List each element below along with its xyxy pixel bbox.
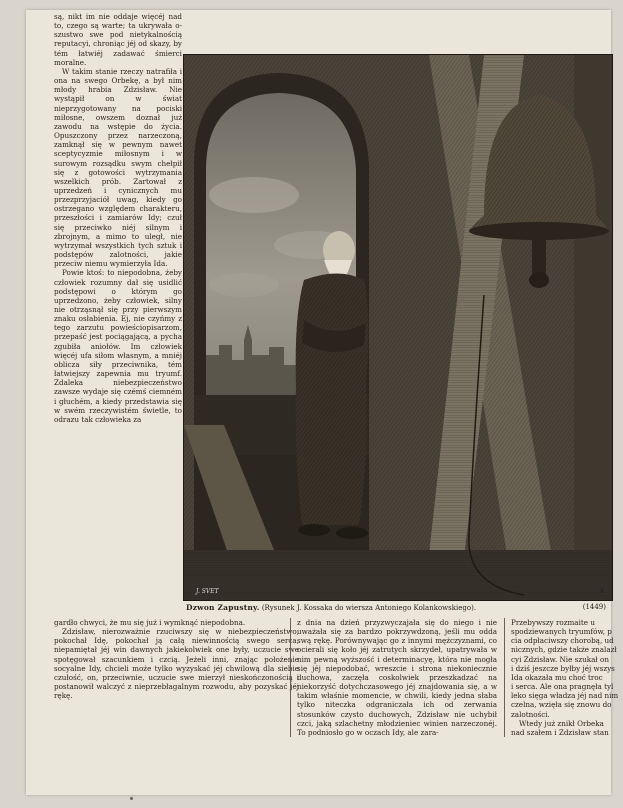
- bottom-line: nad szałem i Zdzisław stan: [511, 727, 609, 737]
- bottom-line: czelna, wzięła się znowu do: [511, 700, 612, 710]
- caption-title: Dzwon Zapustny.: [186, 603, 260, 612]
- bottom-line: i serca. Ale ona pragnęła tyl: [511, 682, 614, 692]
- caption-number: (1449): [582, 603, 606, 611]
- bottom-line: spodziewanych tryumfów, p: [511, 627, 612, 637]
- newspaper-page: [26, 10, 619, 795]
- bottom-paragraph: z dnia na dzień przyzwyczajała się do niego i nie uważała się za bardzo pokrzywdzoną, jeśli mu odda swą rękę. Porównywając go z innymi mężczyznami, co ocierali się koło jéj zatrutych skrzydeł, upatrywała w nim pewną wyższość i determinacyę, która nie mogła się jéj niepodobać, wreszcie i strona niekoniecznie duchowa, zaczęła coskolwiek przeszkadzać na niekorzyść dotychczasowego jéj znajdowania się, a w takim właśnie momencie, w chwili, kiedy jedna słaba tylko niteczka odgraniczała ich od zerwania stosunków czysto duchowych, Zdzisław nie uchybił czci, jaką szlachetny młodzieniec winien narzeczonéj. To podniosło go w oczach Idy, ale zara-: [297, 618, 497, 737]
- illustration-signature-right: K: [600, 588, 605, 595]
- bottom-line: Przebywszy rozmaite u: [511, 618, 595, 627]
- left-text-column: [54, 12, 182, 424]
- left-paragraph: W takim stanie rzeczy natrafiła i ona na swego Orbekę, a był nim młody hrabia Zdzisław. Nie wystąpił on w świat nieprzygotowany na pociski miłosne, owszem doznał już zawodu na wstępie do życia. Opuszczony przez narzeczoną, zamknął się w pewnym nawet sceptycyzmie miłosnym i w surowym rozsądku swym chełpił się z gotowości wytrzymania wszelkich prób. Zartował z uprzedzeń i cynicznych mu przezprzyjaciół uwag, kiedy go ostrzegano względem charakteru, przeszłości i zamiarów Idy; czuł się przeciwko niéj silnym i zbrojnym, a mimo to uległ, nie wytrzymał wszystkich tych sztuk i podstępów zalotności, jakie przeciw niemu wymierzyła Ida.: [54, 66, 182, 269]
- engraving-illustration: [183, 54, 613, 601]
- paper-speck: [130, 797, 133, 800]
- bottom-column-1: [54, 618, 299, 700]
- bottom-column-3: [504, 618, 623, 737]
- illustration-signature-left: J. SVET: [196, 588, 219, 595]
- bottom-line: Ida okazała mu choć troc: [511, 672, 603, 682]
- bottom-line: cia odpłaciwszy chorobą, ud: [511, 636, 614, 646]
- bottom-column-2: [290, 618, 497, 737]
- left-paragraph: są, nikt im nie oddaje więcéj nad to, czego są warte; ta ukrywała o-szustwo swe pod nietykalnością reputacyi, chroniąc jéj od skazy, by tém łatwiéj zadawać śmierci moralne.: [54, 12, 182, 67]
- bottom-paragraph: Zdzisław, nierozważnie rzuciwszy się w niebezpieczeństwo, pokochał Idę, pokochał ją całą niewinnością swego serca, niepamiętał jéj win dawnych jakiekolwiek one były, uczucie swe spotęgował szacunkiem i czcią. Jeżeli inni, znając położenie socyalne Idy, chcieli może tylko wyzyskać jéj chwilową dla siebie czułość, on, przeciwnie, uczucie swe mierzył nieskończonością i postanowił walczyć z nieprzebłagalnym rozwodu, aby pozyskać jéj rękę.: [54, 627, 299, 701]
- bottom-line: i dziś jeszcze byłby jéj wszys: [511, 663, 615, 673]
- bottom-line: cyi Zdzisław. Nie szukał on: [511, 654, 609, 664]
- left-paragraph: Powie ktoś: to niepodobna, żeby człowiek rozumny dał się usidlić podstępowi o którym go uprzedzono, żeby człowiek, silny nie otrząsnął się przy pierwszym znaku osłabienia. Ej, nie czyńmy z tego zarzutu powieściopisarzom, przepaść jest pociągającą, a pycha zgubiła aniołów. Im człowiek więcéj ufa siłom własnym, a mniéj oblicza siły przeciwnika, tém łatwiejszy zapewnia mu tryumf. Zdaleka niebezpieczeństwo zawsze wydaje się czémś ciemném i głuchém, a kiedy przedstawia się w swém rzeczywistém świetle, to odrazu tak człowieka za: [54, 268, 182, 424]
- bottom-line: leko sięga władza jéj nad nim: [511, 691, 619, 701]
- caption-credit: (Rysunek J. Kossaka do wiersza Antoniego Kolankowskiego).: [261, 604, 477, 612]
- illustration-caption: [186, 603, 606, 612]
- bottom-line: Wtedy już znikł Orbeka: [519, 718, 604, 728]
- bell-tower-engraving: [184, 55, 612, 600]
- bottom-line: zalotności.: [511, 709, 550, 719]
- bottom-paragraph: gardło chwyci, że mu się już i wymknąć niepodobna.: [54, 618, 246, 627]
- bottom-line: nicznych, gdzie także znalazł: [511, 645, 617, 655]
